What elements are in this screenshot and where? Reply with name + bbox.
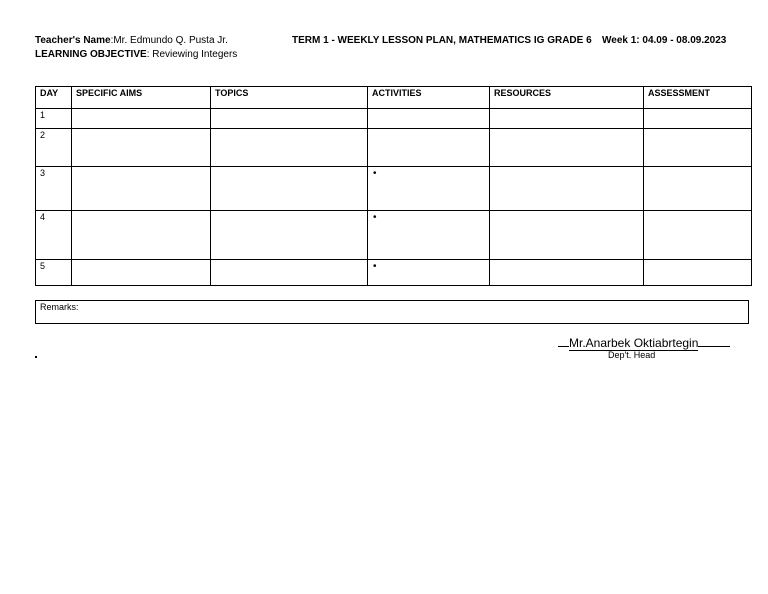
teacher-name-value: :Mr. Edmundo Q. Pusta Jr.: [110, 35, 228, 46]
activities-cell: [368, 167, 490, 211]
learning-objective-label: LEARNING OBJECTIVE: [35, 49, 147, 60]
assessment-cell: [644, 260, 752, 286]
learning-objective-value: : Reviewing Integers: [146, 49, 238, 60]
resources-cell: [490, 167, 644, 211]
specific-aims-cell: [72, 129, 211, 167]
table-row: [36, 167, 752, 211]
table-header-row: [36, 87, 752, 109]
week-range: Week 1: 04.09 - 08.09.2023: [602, 35, 727, 46]
topics-cell: [211, 129, 368, 167]
column-header-day: DAY: [36, 87, 72, 109]
assessment-cell: [644, 129, 752, 167]
remarks-label: Remarks:: [40, 302, 79, 312]
lesson-plan-table: [35, 86, 752, 286]
specific-aims-cell: [72, 167, 211, 211]
dept-head-title: Dep't. Head: [608, 350, 656, 360]
activities-cell: [368, 109, 490, 129]
specific-aims-cell: [72, 109, 211, 129]
plan-title: TERM 1 - WEEKLY LESSON PLAN, MATHEMATICS IG GRADE 6: [292, 35, 592, 46]
activity-bullet: •: [373, 261, 377, 272]
signature-underline-right: [698, 335, 730, 347]
activities-cell: [368, 260, 490, 286]
activities-cell: [368, 211, 490, 260]
column-header-activities: ACTIVITIES: [368, 87, 490, 109]
activity-bullet: •: [373, 212, 377, 223]
topics-cell: [211, 167, 368, 211]
remarks-box: [35, 300, 749, 324]
assessment-cell: [644, 211, 752, 260]
resources-cell: [490, 260, 644, 286]
activities-cell: [368, 129, 490, 167]
day-cell: 2: [36, 129, 72, 167]
signature-underline-left: [558, 335, 569, 347]
learning-objective: [35, 48, 237, 62]
assessment-cell: [644, 167, 752, 211]
stray-dot: [35, 356, 37, 358]
column-header-topics: TOPICS: [211, 87, 368, 109]
specific-aims-cell: [72, 260, 211, 286]
teacher-name-label: Teacher's Name: [35, 35, 111, 46]
column-header-assessment: ASSESSMENT: [644, 87, 752, 109]
column-header-specific-aims: SPECIFIC AIMS: [72, 87, 211, 109]
table-row: [36, 129, 752, 167]
teacher-name: [35, 34, 228, 48]
resources-cell: [490, 129, 644, 167]
dept-head-name: Mr.Anarbek Oktiabrtegin: [569, 336, 699, 350]
day-cell: 4: [36, 211, 72, 260]
day-cell: 1: [36, 109, 72, 129]
table-row: [36, 260, 752, 286]
topics-cell: [211, 211, 368, 260]
topics-cell: [211, 109, 368, 129]
column-header-resources: RESOURCES: [490, 87, 644, 109]
assessment-cell: [644, 109, 752, 129]
day-cell: 5: [36, 260, 72, 286]
topics-cell: [211, 260, 368, 286]
resources-cell: [490, 211, 644, 260]
table-row: [36, 109, 752, 129]
resources-cell: [490, 109, 644, 129]
day-cell: 3: [36, 167, 72, 211]
activity-bullet: •: [373, 168, 377, 179]
table-row: [36, 211, 752, 260]
specific-aims-cell: [72, 211, 211, 260]
signature-line: [558, 335, 730, 350]
